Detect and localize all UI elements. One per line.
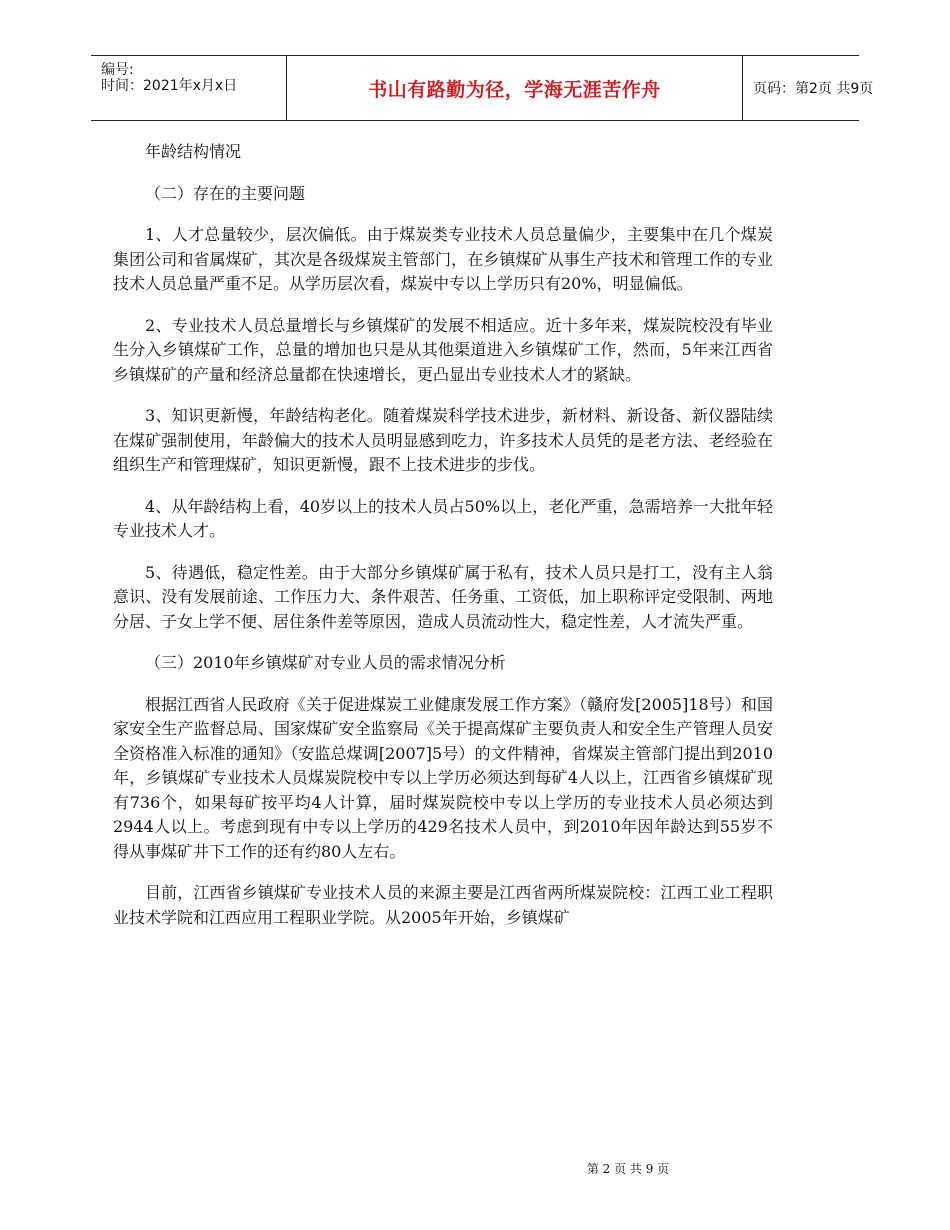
paragraph: 5、待遇低，稳定性差。由于大部分乡镇煤矿属于私有，技术人员只是打工，没有主人翁意识、没有发展前途、工作压力大、条件艰苦、任务重、工资低，加上职称评定受限制、两地分居、子女上学不便、居住条件差等原因，造成人员流动性大，稳定性差，人才流失严重。 [113,562,773,631]
header-motto-cell [286,56,743,120]
section-heading: （二）存在的主要问题 [145,183,306,203]
paragraph: 根据江西省人民政府《关于促进煤炭工业健康发展工作方案》（赣府发[2005]18号）和国家安全生产监督总局、国家煤矿安全监察局《关于提高煤矿主要负责人和安全生产管理人员安全资格准入标准的通知》（安监总煤调[2007]5号）的文件精神，省煤炭主管部门提出到2010年，乡镇煤矿专业技术人员煤炭院校中专以上学历必须达到每矿4人以上，江西省乡镇煤矿现有736个，如果每矿按平均4人计算，届时煤炭院校中专以上学历的专业技术人员必须达到2944人以上。考虑到现有中专以上学历的429名技术人员中，到2010年因年龄达到55岁不得从事煤矿井下工作的还有约80人左右。 [113,694,773,861]
page-footer: 第 2 页 共 9 页 [586,1162,670,1176]
paragraph: 1、人才总量较少，层次偏低。由于煤炭类专业技术人员总量偏少，主要集中在几个煤炭集团公司和省属煤矿，其次是各级煤炭主管部门，在乡镇煤矿从事生产技术和管理工作的专业技术人员总量严重不足。从学历层次看，煤炭中专以上学历只有20%，明显偏低。 [113,225,773,293]
document-body [113,140,773,930]
header-motto: 书山有路勤为径，学海无涯苦作舟 [368,78,661,101]
paragraph: 2、专业技术人员总量增长与乡镇煤矿的发展不相适应。近十多年来，煤炭院校没有毕业生分入乡镇煤矿工作，总量的增加也只是从其他渠道进入乡镇煤矿工作，然而，5年来江西省乡镇煤矿的产量和经济总量都在快速增长，更凸显出专业技术人才的紧缺。 [113,315,773,384]
section-heading: （三）2010年乡镇煤矿对专业人员的需求情况分析 [145,653,506,672]
paragraph: 3、知识更新慢，年龄结构老化。随着煤炭科学技术进步，新材料、新设备、新仪器陆续在煤矿强制使用，年龄偏大的技术人员明显感到吃力，许多技术人员凭的是老方法、老经验在组织生产和管理煤矿，知识更新慢，跟不上技术进步的步伐。 [113,406,773,474]
header-page-number: 页码：第2页 共9页 [753,81,874,97]
header-meta-cell [91,56,286,120]
page-header [91,55,874,121]
date-label: 时间：2021年x月x日 [101,78,238,94]
paragraph: 4、从年龄结构上看，40岁以上的技术人员占50%以上，老化严重，急需培养一大批年轻专业技术人才。 [113,496,773,540]
header-page-cell [743,56,874,120]
serial-number-label: 编号: [101,62,134,78]
paragraph-continuation: 年龄结构情况 [145,142,242,161]
paragraph: 目前，江西省乡镇煤矿专业技术人员的来源主要是江西省两所煤炭院校：江西工业工程职业技术学院和江西应用工程职业学院。从2005年开始，乡镇煤矿 [113,883,773,927]
